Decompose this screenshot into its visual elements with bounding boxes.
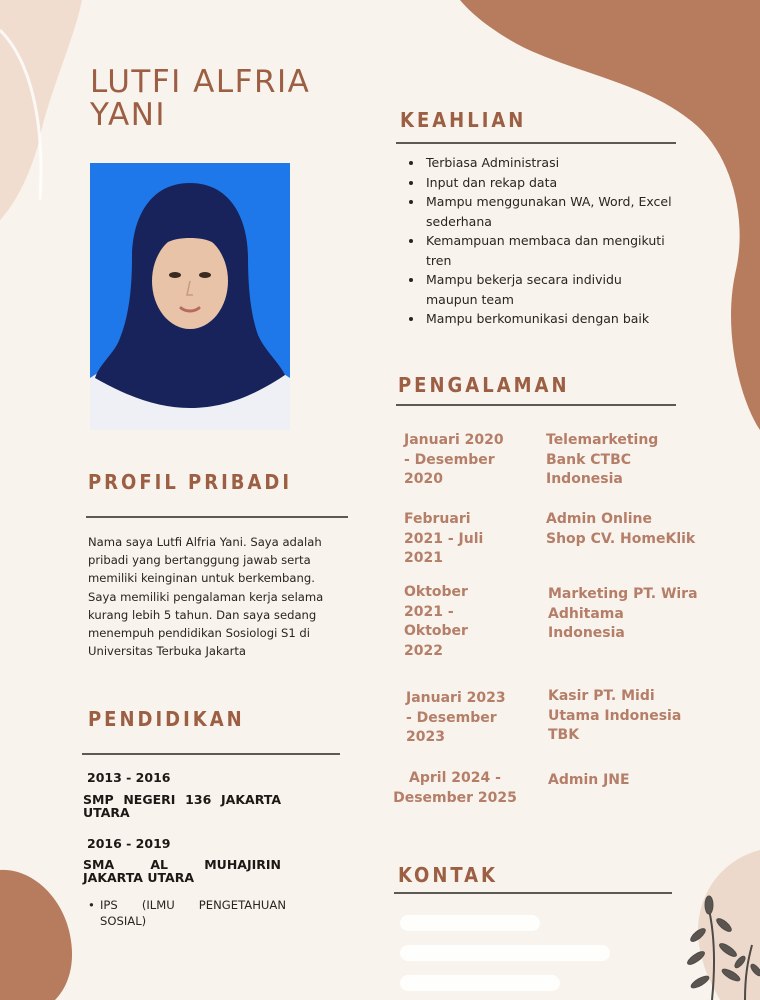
skill-item: • Mampu menggunakan WA, Word, Excel sederhana	[424, 192, 674, 231]
bullet-dot: •	[88, 898, 95, 912]
education-heading: PENDIDIKAN	[88, 707, 245, 731]
education-school-line1: SMA AL MUHAJIRIN	[83, 857, 281, 872]
experience-divider	[396, 404, 676, 406]
role-line: Shop CV. HomeKlik	[546, 530, 696, 547]
education-major-line2: SOSIAL)	[100, 914, 147, 928]
experience-period	[392, 769, 518, 808]
education-school-line1: SMP NEGERI 136 JAKARTA	[83, 792, 281, 807]
experience-role	[548, 771, 630, 791]
contact-redacted-3	[400, 975, 560, 991]
role-line: Admin Online	[546, 511, 653, 527]
experience-role	[546, 431, 658, 490]
education-school-line2: UTARA	[83, 805, 130, 820]
skill-item: • Mampu bekerja secara individu maupun team	[424, 270, 674, 309]
period-line: 2023	[406, 729, 445, 745]
period-line: 2021	[404, 550, 443, 566]
contact-redacted-2	[400, 945, 610, 961]
skills-list	[409, 153, 674, 329]
person-name: LUTFI ALFRIA YANI	[90, 64, 311, 133]
experience-period	[404, 583, 468, 661]
profile-text: Nama saya Lutfi Alfria Yani. Saya adalah pribadi yang bertanggung jawab serta memiliki keinginan untuk berkembang. Saya memiliki pengalaman kerja selama kurang lebih 5 tahun. Dan saya sedang menempuh pendidikan Sosiologi S1 di Universitas Terbuka Jakarta	[88, 535, 324, 659]
contact-redacted-1	[400, 915, 540, 931]
period-line: 2022	[404, 642, 443, 659]
role-line: Utama Indonesia	[548, 707, 682, 724]
education-years: 2013 - 2016	[87, 770, 171, 785]
experience-period	[406, 689, 506, 748]
experience-period	[404, 431, 504, 490]
period-line: 2020	[404, 471, 443, 487]
profile-heading: PROFIL PRIBADI	[88, 470, 293, 494]
role-line: Indonesia	[546, 471, 623, 487]
role-line: Marketing PT. Wira	[548, 586, 698, 602]
profile-photo	[90, 163, 290, 430]
skills-divider	[396, 142, 676, 144]
period-line: - Desember	[404, 451, 495, 468]
experience-role	[548, 585, 698, 644]
role-line: TBK	[548, 727, 580, 743]
education-school	[83, 858, 281, 884]
role-line: Admin JNE	[548, 772, 630, 788]
period-line: Desember 2025	[393, 789, 517, 806]
period-line: - Desember	[406, 709, 497, 726]
skill-item: • Input dan rekap data	[424, 173, 674, 193]
period-line: Oktober	[404, 584, 468, 600]
role-line: Bank CTBC	[546, 451, 632, 468]
period-line: 2021 -	[404, 603, 454, 620]
education-school-line2: JAKARTA UTARA	[83, 870, 195, 885]
role-line: Kasir PT. Midi	[548, 688, 655, 704]
skill-item: • Mampu berkomunikasi dengan baik	[424, 309, 674, 329]
experience-role	[546, 510, 695, 549]
contact-divider	[394, 892, 672, 894]
period-line: Oktober	[404, 623, 468, 639]
bottom-left-blob	[0, 870, 72, 1000]
experience-heading: PENGALAMAN	[398, 373, 570, 397]
profile-divider	[86, 516, 348, 518]
education-divider	[82, 753, 340, 755]
role-line: Adhitama	[548, 605, 624, 622]
experience-role	[548, 687, 681, 746]
education-major	[84, 897, 286, 929]
role-line: Indonesia	[548, 625, 625, 641]
contact-heading: KONTAK	[398, 863, 498, 887]
period-line: Januari 2020	[404, 432, 504, 448]
skill-item: • Terbiasa Administrasi	[424, 153, 674, 173]
period-line: Januari 2023	[406, 690, 506, 706]
period-line: April 2024 -	[409, 770, 501, 786]
education-school	[83, 793, 281, 819]
period-line: 2021 - Juli	[404, 530, 484, 547]
experience-period	[404, 510, 483, 569]
education-years: 2016 - 2019	[87, 836, 171, 851]
skill-item: • Kemampuan membaca dan mengikuti tren	[424, 231, 674, 270]
period-line: Februari	[404, 511, 471, 527]
role-line: Telemarketing	[546, 432, 659, 448]
education-major-line1: IPS (ILMU PENGETAHUAN	[100, 898, 286, 912]
skills-heading: KEAHLIAN	[400, 108, 527, 132]
